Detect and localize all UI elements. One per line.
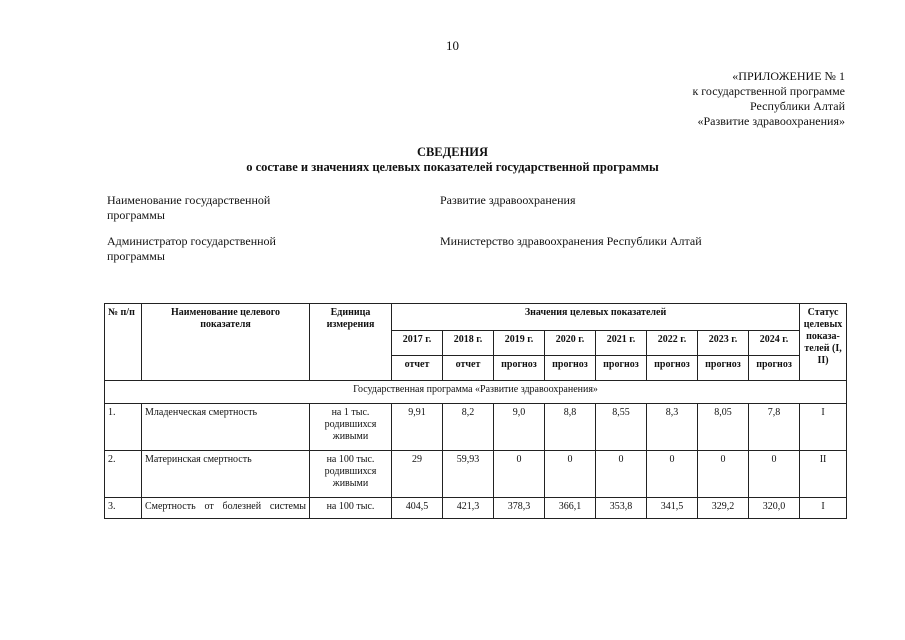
row-name: Младенческая смертность [142, 404, 310, 451]
appendix-line: «ПРИЛОЖЕНИЕ № 1 [732, 69, 845, 83]
row-status: I [800, 404, 847, 451]
row-value: 0 [596, 451, 647, 498]
header-year: 2017 г. [392, 331, 443, 356]
row-unit: на 100 тыс. [310, 498, 392, 519]
row-value: 341,5 [647, 498, 698, 519]
header-kind: отчет [392, 356, 443, 381]
table-row [105, 404, 847, 451]
row-value: 404,5 [392, 498, 443, 519]
table-row [105, 498, 847, 519]
admin-label: Администратор государственной программы [107, 234, 276, 263]
row-value: 8,8 [545, 404, 596, 451]
header-year: 2022 г. [647, 331, 698, 356]
header-kind: прогноз [494, 356, 545, 381]
header-kind: прогноз [647, 356, 698, 381]
header-status: Статус целевых показа-телей (I, II) [800, 304, 847, 381]
section-title: Государственная программа «Развитие здравоохранения» [105, 381, 847, 404]
row-value: 353,8 [596, 498, 647, 519]
row-value: 29 [392, 451, 443, 498]
admin-value: Министерство здравоохранения Республики Алтай [440, 234, 702, 248]
header-num: № п/п [105, 304, 142, 381]
row-value: 0 [647, 451, 698, 498]
header-unit: Единица измерения [310, 304, 392, 381]
program-value: Развитие здравоохранения [440, 193, 576, 207]
row-value: 0 [494, 451, 545, 498]
row-num: 1. [105, 404, 142, 451]
row-value: 0 [749, 451, 800, 498]
header-kind: прогноз [596, 356, 647, 381]
row-value: 8,3 [647, 404, 698, 451]
row-status: I [800, 498, 847, 519]
document-title [0, 145, 905, 175]
row-status: II [800, 451, 847, 498]
appendix-header [692, 69, 845, 129]
row-num: 2. [105, 451, 142, 498]
row-value: 7,8 [749, 404, 800, 451]
appendix-line: к государственной программе [692, 84, 845, 98]
row-value: 366,1 [545, 498, 596, 519]
row-name: Материнская смертность [142, 451, 310, 498]
header-year: 2024 г. [749, 331, 800, 356]
row-value: 59,93 [443, 451, 494, 498]
header-year: 2020 г. [545, 331, 596, 356]
header-kind: прогноз [698, 356, 749, 381]
header-year: 2021 г. [596, 331, 647, 356]
row-value: 421,3 [443, 498, 494, 519]
header-year: 2023 г. [698, 331, 749, 356]
header-kind: отчет [443, 356, 494, 381]
appendix-line: «Развитие здравоохранения» [697, 114, 845, 128]
table-row [105, 451, 847, 498]
row-value: 329,2 [698, 498, 749, 519]
header-kind: прогноз [749, 356, 800, 381]
row-value: 9,0 [494, 404, 545, 451]
header-year: 2018 г. [443, 331, 494, 356]
title-sub: о составе и значениях целевых показателей государственной программы [246, 160, 659, 174]
page-number: 10 [446, 38, 459, 53]
appendix-line: Республики Алтай [750, 99, 845, 113]
row-value: 9,91 [392, 404, 443, 451]
row-value: 8,05 [698, 404, 749, 451]
header-year: 2019 г. [494, 331, 545, 356]
program-label: Наименование государственной программы [107, 193, 271, 222]
row-name: Смертность от болезней системы [142, 498, 310, 519]
header-values-group: Значения целевых показателей [392, 304, 800, 331]
row-value: 8,2 [443, 404, 494, 451]
row-num: 3. [105, 498, 142, 519]
row-value: 320,0 [749, 498, 800, 519]
row-value: 0 [698, 451, 749, 498]
row-unit: на 100 тыс. родившихся живыми [310, 451, 392, 498]
header-name: Наименование целевого показателя [142, 304, 310, 381]
row-unit: на 1 тыс. родившихся живыми [310, 404, 392, 451]
row-value: 378,3 [494, 498, 545, 519]
title-main: СВЕДЕНИЯ [416, 145, 489, 159]
row-value: 0 [545, 451, 596, 498]
row-value: 8,55 [596, 404, 647, 451]
header-kind: прогноз [545, 356, 596, 381]
indicators-table [104, 303, 847, 519]
